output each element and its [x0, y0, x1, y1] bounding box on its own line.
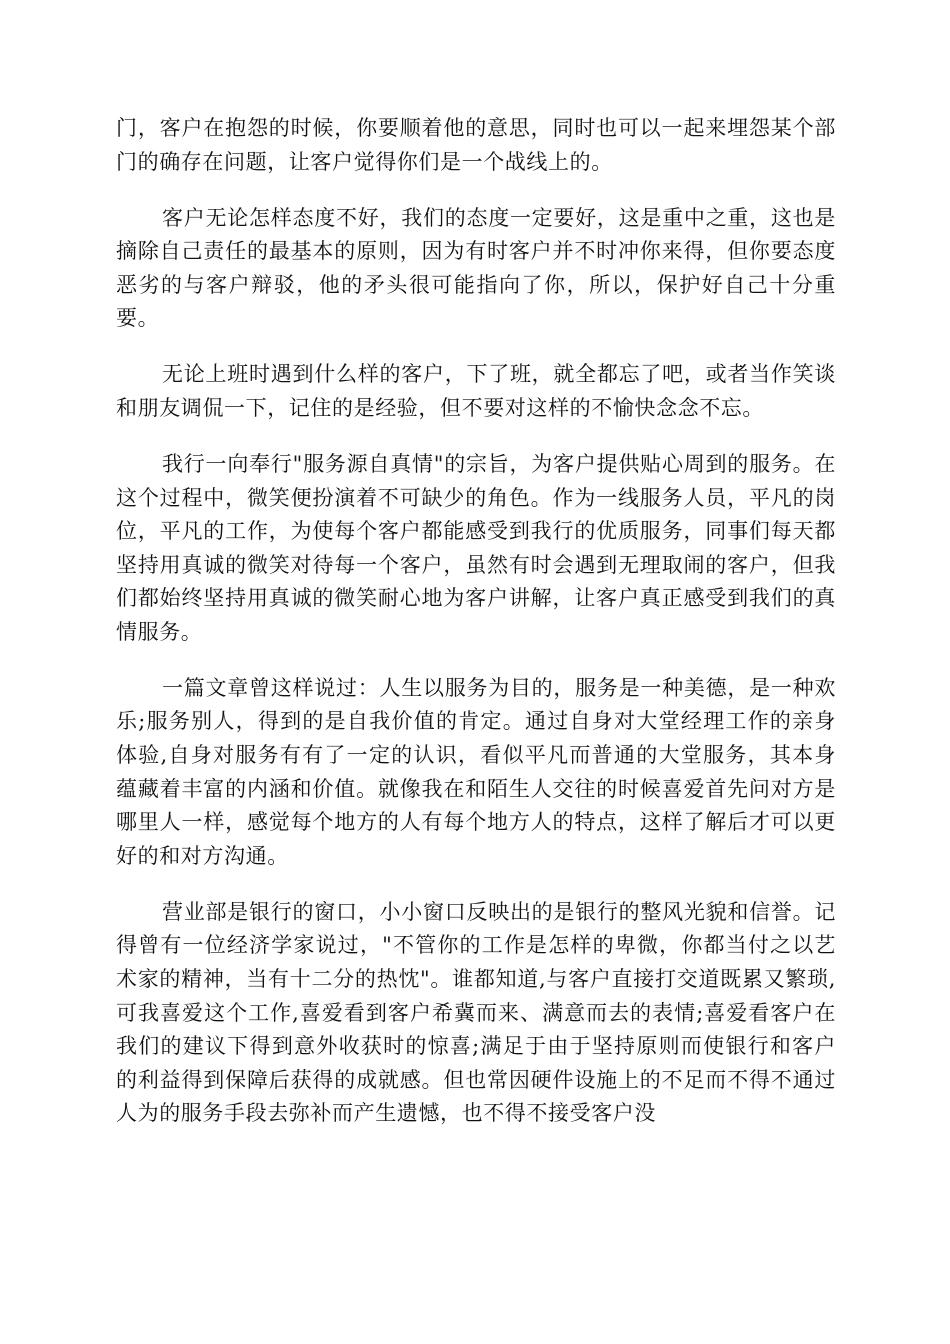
paragraph-3: 无论上班时遇到什么样的客户，下了班，就全都忘了吧，或者当作笑谈和朋友调侃一下，记住的是经验，但不要对这样的不愉快念念不忘。	[116, 362, 836, 420]
paragraph-1: 门，客户在抱怨的时候，你要顺着他的意思，同时也可以一起来埋怨某个部门的确存在问题，让客户觉得你们是一个战线上的。	[116, 116, 836, 174]
paragraph-2: 客户无论怎样态度不好，我们的态度一定要好，这是重中之重，这也是摘除自己责任的最基本的原则，因为有时客户并不时冲你来得，但你要态度恶劣的与客户辩驳，他的矛头很可能指向了你，所以，保护好自己十分重要。	[116, 205, 836, 331]
paragraph-5: 一篇文章曾这样说过：人生以服务为目的，服务是一种美德，是一种欢乐;服务别人，得到的是自我价值的肯定。通过自身对大堂经理工作的亲身体验,自身对服务有有了一定的认识，看似平凡而普通的大堂服务，其本身蕴藏着丰富的内涵和价值。就像我在和陌生人交往的时候喜爱首先问对方是哪里人一样，感觉每个地方的人有每个地方人的特点，这样了解后才可以更好的和对方沟通。	[116, 675, 836, 868]
document-page	[116, 112, 836, 1153]
paragraph-4: 我行一向奉行"服务源自真情"的宗旨，为客户提供贴心周到的服务。在这个过程中，微笑便扮演着不可缺少的角色。作为一线服务人员，平凡的岗位，平凡的工作，为使每个客户都能感受到我行的优质服务，同事们每天都坚持用真诚的微笑对待每一个客户，虽然有时会遇到无理取闹的客户，但我们都始终坚持用真诚的微笑耐心地为客户讲解，让客户真正感受到我们的真情服务。	[116, 451, 836, 644]
paragraph-6: 营业部是银行的窗口，小小窗口反映出的是银行的整风光貌和信誉。记得曾有一位经济学家说过，"不管你的工作是怎样的卑微，你都当付之以艺术家的精神，当有十二分的热忱"。谁都知道,与客户直接打交道既累又繁琐,可我喜爱这个工作,喜爱看到客户希冀而来、满意而去的表情;喜爱看客户在我们的建议下得到意外收获时的惊喜;满足于由于坚持原则而使银行和客户的利益得到保障后获得的成就感。但也常因硬件设施上的不足而不得不通过人为的服务手段去弥补而产生遗憾，也不得不接受客户没	[116, 899, 836, 1126]
